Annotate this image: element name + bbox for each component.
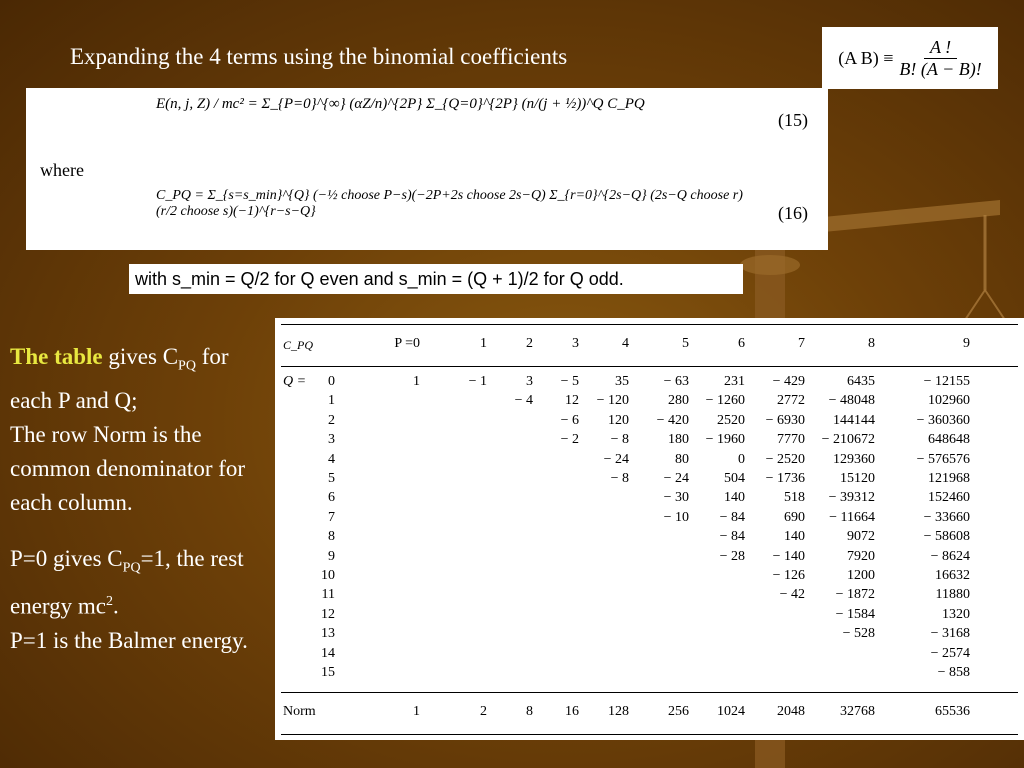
- where-label: where: [40, 160, 84, 180]
- table-cell: − 12155: [923, 374, 970, 389]
- table-norm-value: 65536: [935, 704, 970, 719]
- table-cell: 152460: [928, 490, 970, 506]
- table-header-p: 5: [682, 336, 689, 351]
- table-cell: − 4: [514, 393, 533, 409]
- table-cell: 102960: [928, 393, 970, 409]
- table-cell: 7770: [777, 432, 805, 448]
- table-cell: − 58608: [923, 529, 970, 545]
- table-cell: − 8: [610, 432, 629, 448]
- table-cell: − 1960: [705, 432, 745, 448]
- binomial-fraction: [899, 37, 981, 80]
- table-header-p: 6: [738, 336, 745, 351]
- table-cell: − 1736: [765, 471, 805, 486]
- table-cell: − 6: [560, 412, 579, 428]
- side-explanation: [10, 340, 268, 658]
- table-cell: 0: [738, 451, 745, 467]
- table-cell: − 2574: [930, 645, 970, 661]
- table-cell: 648648: [928, 432, 970, 448]
- table-cell: 690: [784, 509, 805, 525]
- side-line-2: The row Norm is the common denominator for each column.: [10, 421, 246, 515]
- table-q-value: 0: [328, 374, 335, 389]
- table-q-value: 5: [328, 471, 335, 486]
- table-norm-value: 2048: [777, 704, 805, 719]
- table-cell: − 126: [772, 568, 805, 583]
- side-spacer: [10, 520, 268, 542]
- table-cell: − 528: [842, 626, 875, 642]
- side-line-4: P=1 is the Balmer energy.: [10, 627, 248, 653]
- table-cell: − 420: [656, 412, 689, 428]
- table-header-rule: [281, 366, 1018, 367]
- table-top-rule: [281, 324, 1018, 325]
- table-cell: − 1: [468, 374, 487, 389]
- table-cell: − 30: [663, 490, 689, 506]
- table-q-value: 13: [321, 626, 335, 642]
- table-header-p: 7: [798, 336, 805, 351]
- table-norm-value: 1024: [717, 704, 745, 719]
- table-cell: − 5: [560, 374, 579, 389]
- binomial-numerator: A !: [924, 37, 957, 59]
- table-cell: − 63: [663, 374, 689, 389]
- table-norm-rule: [281, 692, 1018, 693]
- table-cell: − 140: [772, 548, 805, 564]
- table-header-p: 3: [572, 336, 579, 351]
- side-highlight: The table: [10, 344, 103, 369]
- side-superscript-3: 2: [106, 594, 114, 610]
- table-q-label: Q =: [283, 374, 307, 389]
- equation-box: [26, 88, 828, 250]
- table-cell: 15120: [840, 471, 875, 486]
- equation-15: E(n, j, Z) / mc² = Σ_{P=0}^{∞} (αZ/n)^{2P} Σ_{Q=0}^{2P} (n/(j + ½))^Q C_PQ: [156, 96, 645, 112]
- table-q-value: 14: [321, 645, 335, 661]
- table-cell: 129360: [833, 451, 875, 467]
- table-cell: 2772: [777, 393, 805, 409]
- table-q-value: 3: [328, 432, 335, 448]
- table-q-value: 2: [328, 412, 335, 428]
- table-cell: 35: [615, 374, 629, 389]
- table-cell: 504: [724, 471, 745, 486]
- table-cell: 144144: [833, 412, 875, 428]
- side-line-3: [10, 542, 268, 624]
- table-cell: 80: [675, 451, 689, 467]
- table-cell: 1: [413, 374, 420, 389]
- table-header-p: 8: [868, 336, 875, 351]
- table-cell: 6435: [847, 374, 875, 389]
- table-cell: − 576576: [916, 451, 970, 467]
- table-q-value: 10: [321, 568, 335, 583]
- side-text-3c: .: [113, 593, 119, 619]
- table-cell: 120: [608, 412, 629, 428]
- table-header-p: 9: [963, 336, 970, 351]
- side-text-tail: for each P and Q;: [10, 344, 229, 413]
- table-cell: − 33660: [923, 509, 970, 525]
- table-q-value: 8: [328, 529, 335, 545]
- table-norm-value: 2: [480, 704, 487, 719]
- table-cell: 11880: [935, 587, 970, 603]
- table-cell: − 39312: [828, 490, 875, 506]
- table-header-p: P =0: [394, 336, 420, 351]
- smin-condition: with s_min = Q/2 for Q even and s_min = (Q + 1)/2 for Q odd.: [129, 264, 743, 294]
- table-cell: − 28: [719, 548, 745, 564]
- table-cell: 518: [784, 490, 805, 506]
- equation-15-number: (15): [778, 110, 808, 130]
- table-cell: 16632: [935, 568, 970, 583]
- table-cell: − 858: [937, 665, 970, 680]
- table-q-value: 15: [321, 665, 335, 680]
- table-norm-value: 32768: [840, 704, 875, 719]
- table-q-value: 7: [328, 509, 335, 525]
- table-cell: − 210672: [821, 432, 875, 448]
- table-cell: − 2: [560, 432, 579, 448]
- table-cell: − 1872: [835, 587, 875, 603]
- table-cell: − 84: [719, 509, 745, 525]
- table-q-value: 6: [328, 490, 335, 506]
- table-cell: − 2520: [765, 451, 805, 467]
- table-cell: − 10: [663, 509, 689, 525]
- table-norm-value: 256: [668, 704, 689, 719]
- table-bottom-rule: [281, 734, 1018, 735]
- table-norm-value: 128: [608, 704, 629, 719]
- side-text-3a: P=0 gives C: [10, 545, 123, 571]
- table-norm-label: Norm: [283, 704, 316, 719]
- table-cell: 3: [526, 374, 533, 389]
- table-cell: − 360360: [916, 412, 970, 428]
- table-header-p: 1: [480, 336, 487, 351]
- table-cell: 12: [565, 393, 579, 409]
- table-cell: 140: [784, 529, 805, 545]
- table-cell: 121968: [928, 471, 970, 486]
- table-norm-value: 16: [565, 704, 579, 719]
- side-text: gives C: [102, 344, 179, 369]
- table-cell: − 8: [610, 471, 629, 486]
- binomial-definition: [822, 27, 998, 89]
- table-cell: 180: [668, 432, 689, 448]
- table-corner: C_PQ: [283, 338, 313, 352]
- table-cell: − 120: [596, 393, 629, 409]
- table-cell: 1200: [847, 568, 875, 583]
- table-cell: − 42: [779, 587, 805, 603]
- table-cell: − 8624: [930, 548, 970, 564]
- table-cell: − 429: [772, 374, 805, 389]
- table-norm-value: 8: [526, 704, 533, 719]
- coefficient-table: [275, 318, 1024, 740]
- table-cell: − 11664: [829, 509, 875, 525]
- table-cell: − 6930: [765, 412, 805, 428]
- slide-title: Expanding the 4 terms using the binomial coefficients: [70, 44, 568, 69]
- binomial-lhs: (A B) ≡: [838, 47, 894, 68]
- side-subscript: PQ: [178, 358, 196, 374]
- table-cell: 7920: [847, 548, 875, 564]
- table-q-value: 9: [328, 548, 335, 564]
- table-cell: 9072: [847, 529, 875, 545]
- side-line-1: [10, 340, 268, 418]
- table-cell: − 3168: [930, 626, 970, 642]
- table-cell: 140: [724, 490, 745, 506]
- table-cell: − 1260: [705, 393, 745, 409]
- binomial-denominator: B! (A − B)!: [899, 58, 982, 79]
- table-cell: 280: [668, 393, 689, 409]
- table-cell: − 24: [603, 451, 629, 467]
- equation-16: C_PQ = Σ_{s=s_min}^{Q} (−½ choose P−s)(−2P+2s choose 2s−Q) Σ_{r=0}^{2s−Q} (2s−Q choose r)(r/2 choose s)(−1)^{r−s−Q}: [156, 188, 743, 219]
- table-cell: 2520: [717, 412, 745, 428]
- table-cell: − 24: [663, 471, 689, 486]
- table-cell: 1320: [942, 606, 970, 622]
- table-q-value: 12: [321, 606, 335, 622]
- table-cell: − 48048: [828, 393, 875, 409]
- table-q-value: 11: [321, 587, 335, 603]
- table-header-p: 2: [526, 336, 533, 351]
- table-cell: − 84: [719, 529, 745, 545]
- table-norm-value: 1: [413, 704, 420, 719]
- table-cell: 231: [724, 374, 745, 389]
- table-cell: − 1584: [835, 606, 875, 622]
- side-subscript-3: PQ: [122, 560, 141, 576]
- table-header-p: 4: [622, 336, 629, 351]
- side-text-3b: =1, the rest energy mc: [10, 545, 244, 619]
- table-q-value: 4: [328, 451, 335, 467]
- equation-16-number: (16): [778, 203, 808, 223]
- table-q-value: 1: [328, 393, 335, 409]
